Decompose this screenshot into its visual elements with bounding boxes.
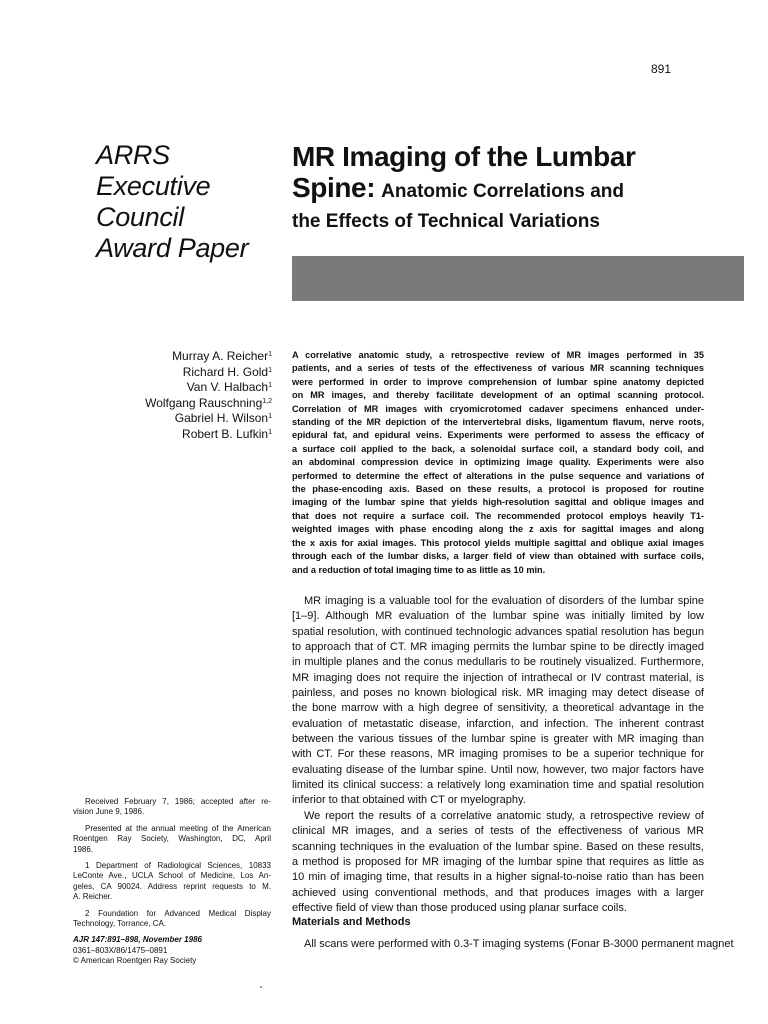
abstract-line: were performed in order to improve comprehension of lumbar spine anatomy depicted	[292, 376, 704, 387]
abstract-line: weighted images with phase encoding along the z axis for sagittal images and along	[292, 524, 704, 535]
body-line: effective field of view than those produced using planar surface coils.	[292, 901, 627, 914]
footnote-line: Presented at the annual meeting of the American	[85, 823, 271, 833]
body-line: We report the results of a correlative anatomic study, a retrospective review of	[304, 809, 704, 822]
footnote-line: Received February 7, 1986; accepted after re-	[85, 797, 271, 806]
footnote-line: Roentgen Ray Society, Washington, DC, April	[73, 834, 271, 844]
footnote-line: LeConte Ave., UCLA School of Medicine, Los An-	[73, 871, 271, 881]
abstract-line: through each of the lumbar disks, a larger field of view than obtained with surface coils,	[292, 551, 704, 562]
subtitle-part-1: Anatomic Correlations and	[381, 181, 624, 202]
body-line: [1–9]. Although MR evaluation of the lumbar spine was initially limited by low	[292, 610, 704, 623]
body-line: evaluation of metastatic disease, infarction, and infection. The inherent contrast	[292, 717, 704, 730]
page-number: 891	[651, 62, 672, 76]
subtitle-part-2: the Effects of Technical Variations	[292, 211, 600, 232]
abstract-line: that does not require a surface coil. The recommended protocol employs heavily T1-	[292, 510, 704, 521]
body-line: achieved using conventional methods, and that produces images with a larger	[292, 886, 704, 899]
abstract-line: imaging of the lumbar spine that yields high-resolution sagittal and oblique images and	[292, 497, 704, 508]
stray-mark	[260, 986, 262, 988]
body-line: limited its clinical success: a relatively long examination time and spatial resolution	[292, 779, 704, 792]
abstract-line: the x axis for axial images. This protocol yields multiple sagittal and oblique axial images	[292, 537, 704, 548]
abstract-line: and a reduction of total imaging time to as little as 10 min.	[292, 564, 546, 575]
footnote-line: Technology, Torrance, CA.	[73, 919, 167, 929]
body-line: clinical MR images, and a series of tests of the effectiveness of various MR	[292, 825, 704, 838]
body-line: to approach that of CT. MR imaging permits the lumbar spine to be directly imaged	[292, 641, 704, 654]
copyright-notice: © American Roentgen Ray Society	[73, 956, 197, 966]
author: Van V. Halbach$^1$	[186, 380, 272, 394]
footnote-line: A. Reicher.	[73, 892, 113, 902]
abstract-line: A correlative anatomic study, a retrospective review of MR images performed in 35	[292, 350, 704, 360]
award-label-line: Council	[96, 202, 184, 232]
author: Murray A. Reicher$^1$	[172, 349, 272, 363]
author: Gabriel H. Wilson$^1$	[174, 411, 272, 425]
abstract-line: a surface coil applied to the back, a solenoidal surface coil, a standard body coil, and	[292, 443, 704, 454]
author: Wolfgang Rauschning$^{1,2}$	[145, 395, 272, 410]
footnotes	[73, 797, 271, 967]
body-line: between the various tissues of the lumbar spine is greater with MR imaging than	[292, 733, 704, 746]
footnote-line: geles, CA 90024. Address reprint requests to M.	[73, 881, 271, 891]
title-line-1: MR Imaging of the Lumbar	[292, 141, 636, 172]
footnote-line: 2 Foundation for Advanced Medical Display	[85, 908, 271, 918]
author-list	[110, 349, 272, 442]
award-label-line: Award Paper	[96, 233, 249, 263]
body-line: with CT. For these reasons, MR imaging promises to be a superior technique for	[292, 748, 704, 761]
footnote-line: 1986.	[73, 844, 94, 854]
title-line-2	[292, 172, 747, 208]
body-text	[292, 594, 704, 916]
author: Robert B. Lufkin$^1$	[182, 426, 272, 441]
abstract-line: epidural fat, and epidural veins. Experiments were performed to assess the efficacy of	[292, 430, 704, 441]
title-spine: Spine:	[292, 172, 376, 203]
issn: 0361–803X/86/1475–0891	[73, 945, 168, 955]
abstract-line: standing of the MR depiction of the intervertebral disks, ligamentum flavum, nerve roots,	[292, 417, 704, 428]
author: Richard H. Gold$^1$	[182, 364, 272, 379]
body-line: spatial resolution, with continued technologic advances spatial resolution has begun	[292, 625, 704, 638]
body-line: the bone marrow with a high degree of sensitivity, a theoretical advantage in the	[292, 702, 704, 715]
footnote-line: 1 Department of Radiological Sciences, 10833	[85, 861, 271, 871]
body-line: 10 min of imaging time, that results in a higher signal-to-noise ratio than has been	[292, 871, 704, 884]
paper-title	[292, 141, 747, 236]
body-line: MR imaging is a valuable tool for the evaluation of disorders of the lumbar spine	[304, 595, 704, 607]
journal-citation: AJR 147:891–898, November 1986	[73, 935, 202, 945]
footnote-line: vision June 9, 1986.	[73, 807, 145, 817]
abstract-line: performed to determine the effect of alterations in the pulse sequence and variations of	[292, 470, 704, 481]
body-line: inferior to that obtained with CT or myelography.	[292, 794, 526, 807]
award-label-line: ARRS	[96, 140, 170, 170]
award-label	[96, 140, 281, 264]
body-line: painless, and poses no known biological risk. MR imaging may detect disease of	[292, 687, 704, 700]
title-bar-decoration	[292, 256, 744, 301]
body-line: scanning techniques in the evaluation of the lumbar spine. Based on these results,	[292, 840, 704, 853]
abstract-line: Correlation of MR images with cryomicrotomed cadaver specimens enhanced under-	[292, 403, 704, 414]
abstract	[292, 349, 704, 577]
abstract-line: the phase-encoding axis. Based on these results, a protocol is proposed for routine	[292, 484, 704, 495]
abstract-line: on MR images, and thereby facilitate development of an optimal scanning protocol.	[292, 390, 704, 401]
abstract-line: patients, and a series of tests of the effectiveness of various MR scanning techniques	[292, 363, 704, 374]
body-line: MR imaging does not require the injection of intrathecal or IV contrast material, is	[292, 671, 704, 684]
body-line: a method is proposed for MR imaging of the lumbar spine that requires as little as	[292, 855, 704, 868]
body-line: evaluating disease of the lumbar spine. Until now, however, two major factors have	[292, 763, 704, 776]
body-text-continued: All scans were performed with 0.3-T imaging systems (Fonar B-3000 permanent magnet	[304, 938, 734, 950]
abstract-line: an abdominal compression device in optimizing image quality. Experiments were also	[292, 457, 704, 468]
award-label-line: Executive	[96, 171, 211, 201]
section-heading: Materials and Methods	[292, 916, 411, 928]
body-line: in multiple planes and the conus medullaris to be routinely visualized. Furthermore,	[292, 656, 704, 669]
